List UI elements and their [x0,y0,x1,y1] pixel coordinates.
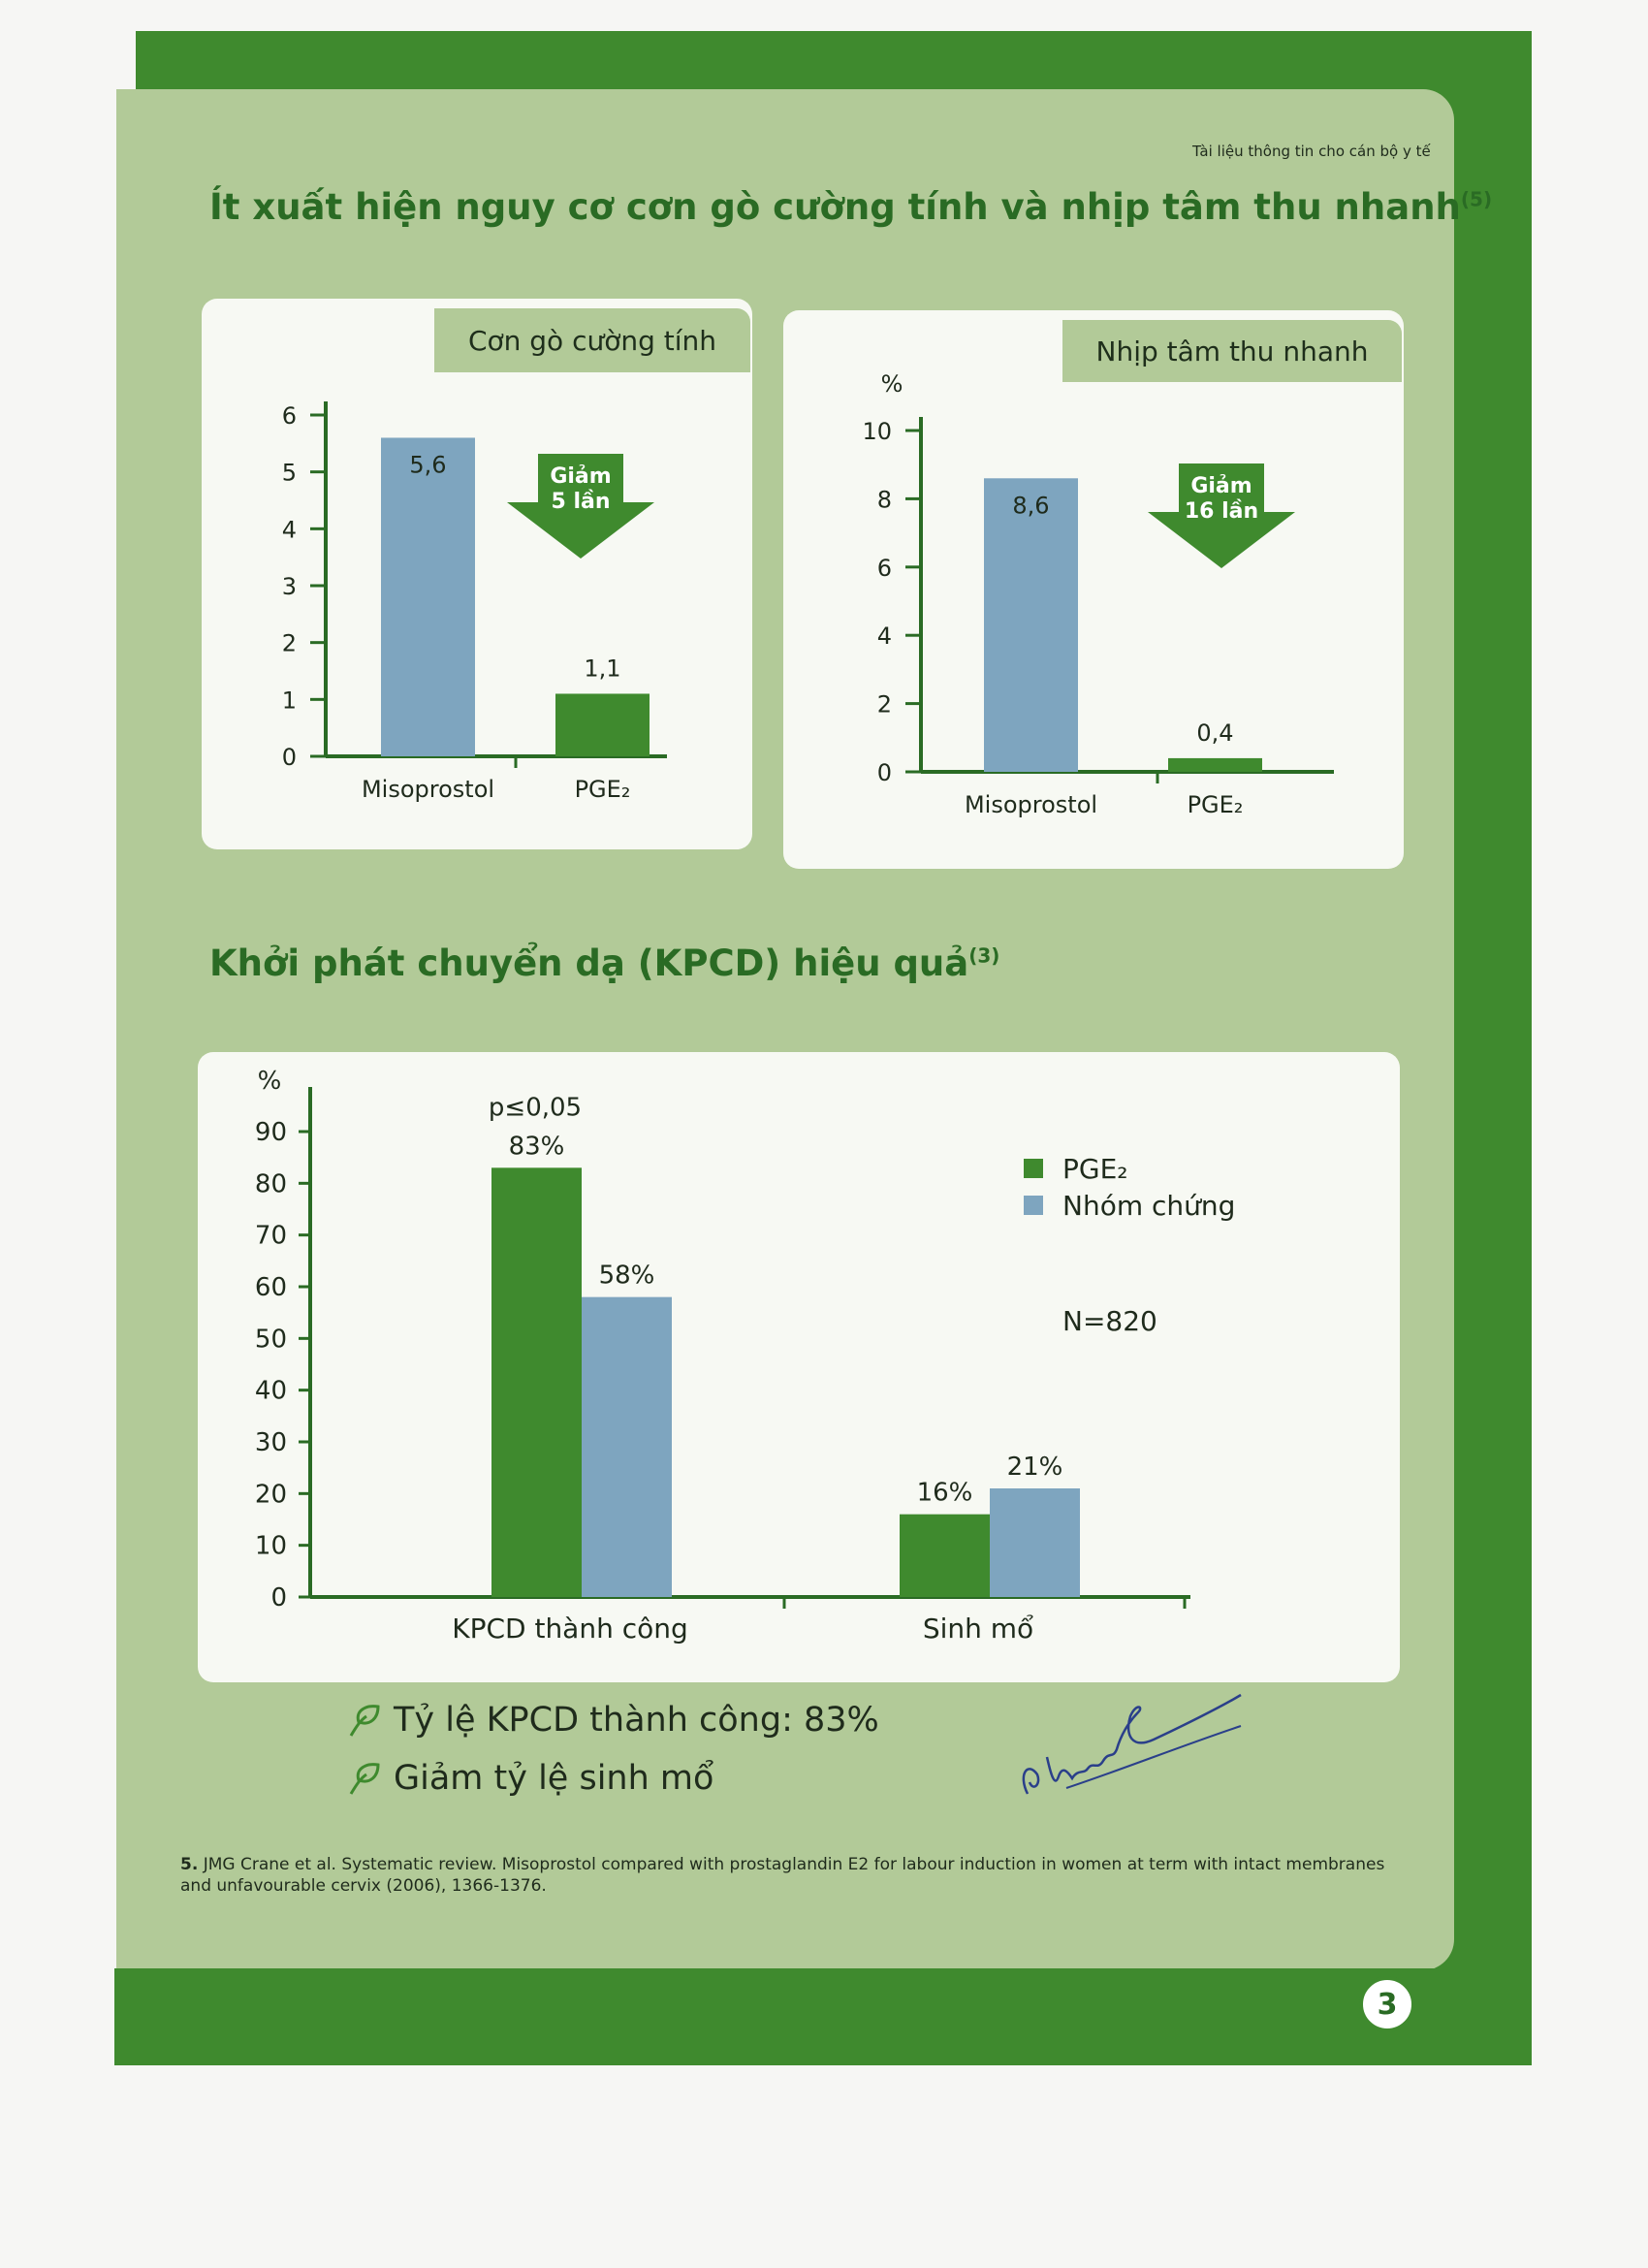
bullet-2 [345,1759,713,1798]
chart-1-plot [202,299,752,849]
reduction-label-2: 5 lần [551,490,611,514]
reduction-label-2: 16 lần [1184,499,1259,524]
y-tick-label: 2 [281,629,297,657]
bar [582,1297,672,1597]
y-tick-label: 90 [254,1118,287,1147]
bar [491,1167,582,1597]
bar [990,1488,1080,1597]
y-tick-label: 70 [254,1221,287,1251]
data-label: 83% [508,1132,565,1162]
y-tick-label: 10 [862,418,892,445]
data-label: 8,6 [1012,492,1050,520]
legend-label: PGE₂ [1062,1153,1128,1185]
p-value-label: p≤0,05 [488,1093,583,1123]
x-tick-label: PGE₂ [574,776,631,803]
reference: 5. JMG Crane et al. Systematic review. Misoprostol compared with prostaglandin E2 for labour induction in women at term with intact membranes and unfavourable cervix (2006), 1366-1376. [180,1855,1385,1896]
reduction-label-1: Giảm [550,464,612,489]
y-axis-label: % [880,370,903,398]
bar [555,693,650,756]
y-tick-label: 1 [281,687,297,715]
data-label: 0,4 [1196,719,1234,747]
y-tick-label: 0 [270,1583,287,1613]
leaf-icon [345,1701,384,1740]
y-tick-label: 80 [254,1169,287,1199]
y-tick-label: 6 [281,402,297,430]
chart-2-title: Nhịp tâm thu nhanh [1062,320,1402,382]
y-tick-label: 4 [281,516,297,544]
chart-1-title: Cơn gò cường tính [434,308,750,372]
y-tick-label: 8 [876,486,892,514]
data-label: 1,1 [584,655,621,683]
x-tick-label: Misoprostol [361,776,495,803]
legend-swatch [1024,1196,1043,1215]
y-tick-label: 10 [254,1531,287,1561]
bar [381,437,475,756]
bar [984,478,1078,772]
y-tick-label: 20 [254,1480,287,1510]
x-tick-label: Sinh mổ [922,1613,1034,1645]
y-tick-label: 6 [876,554,892,582]
section-2-title: Khởi phát chuyển dạ (KPCD) hiệu quả$^{(3)}$ [209,942,1000,984]
bottom-band [114,1968,1532,2065]
y-tick-label: 0 [876,759,892,786]
bullet-2-text: Giảm tỷ lệ sinh mổ [394,1759,714,1798]
legend-label: Nhóm chứng [1062,1190,1236,1222]
x-tick-label: KPCD thành công [452,1613,688,1645]
bar [1168,758,1262,772]
page-number: 3 [1359,1976,1415,2032]
x-tick-label: PGE₂ [1187,791,1244,818]
chart-panel-2 [783,310,1404,869]
y-axis-label: % [257,1067,282,1096]
y-tick-label: 0 [281,744,297,771]
bullet-1 [345,1701,879,1740]
reduction-label-1: Giảm [1190,474,1252,498]
chart-panel-3 [198,1052,1400,1682]
x-tick-label: Misoprostol [964,791,1098,818]
chart-panel-1 [202,299,752,849]
chart-2-plot [783,310,1404,869]
y-tick-label: 2 [876,690,892,719]
leaf-icon [345,1759,384,1798]
chart-3-plot [198,1052,1400,1682]
data-label: 21% [1006,1453,1063,1482]
sample-size-label: N=820 [1062,1305,1157,1337]
data-label: 16% [916,1478,973,1508]
page-title: Ít xuất hiện nguy cơ cơn gò cường tính và nhịp tâm thu nhanh$^{(5)}$ [209,186,1493,228]
y-tick-label: 30 [254,1428,287,1457]
header-tag: Tài liệu thông tin cho cán bộ y tế [1192,143,1431,160]
signature [1008,1668,1260,1813]
bullet-1-text: Tỷ lệ KPCD thành công: 83% [394,1701,879,1740]
y-tick-label: 50 [254,1325,287,1355]
y-tick-label: 40 [254,1376,287,1406]
data-label: 5,6 [409,451,447,479]
legend-swatch [1024,1159,1043,1178]
bar [900,1515,990,1597]
y-tick-label: 4 [876,623,892,651]
y-tick-label: 60 [254,1273,287,1302]
data-label: 58% [598,1261,655,1291]
y-tick-label: 3 [281,573,297,600]
y-tick-label: 5 [281,459,297,487]
